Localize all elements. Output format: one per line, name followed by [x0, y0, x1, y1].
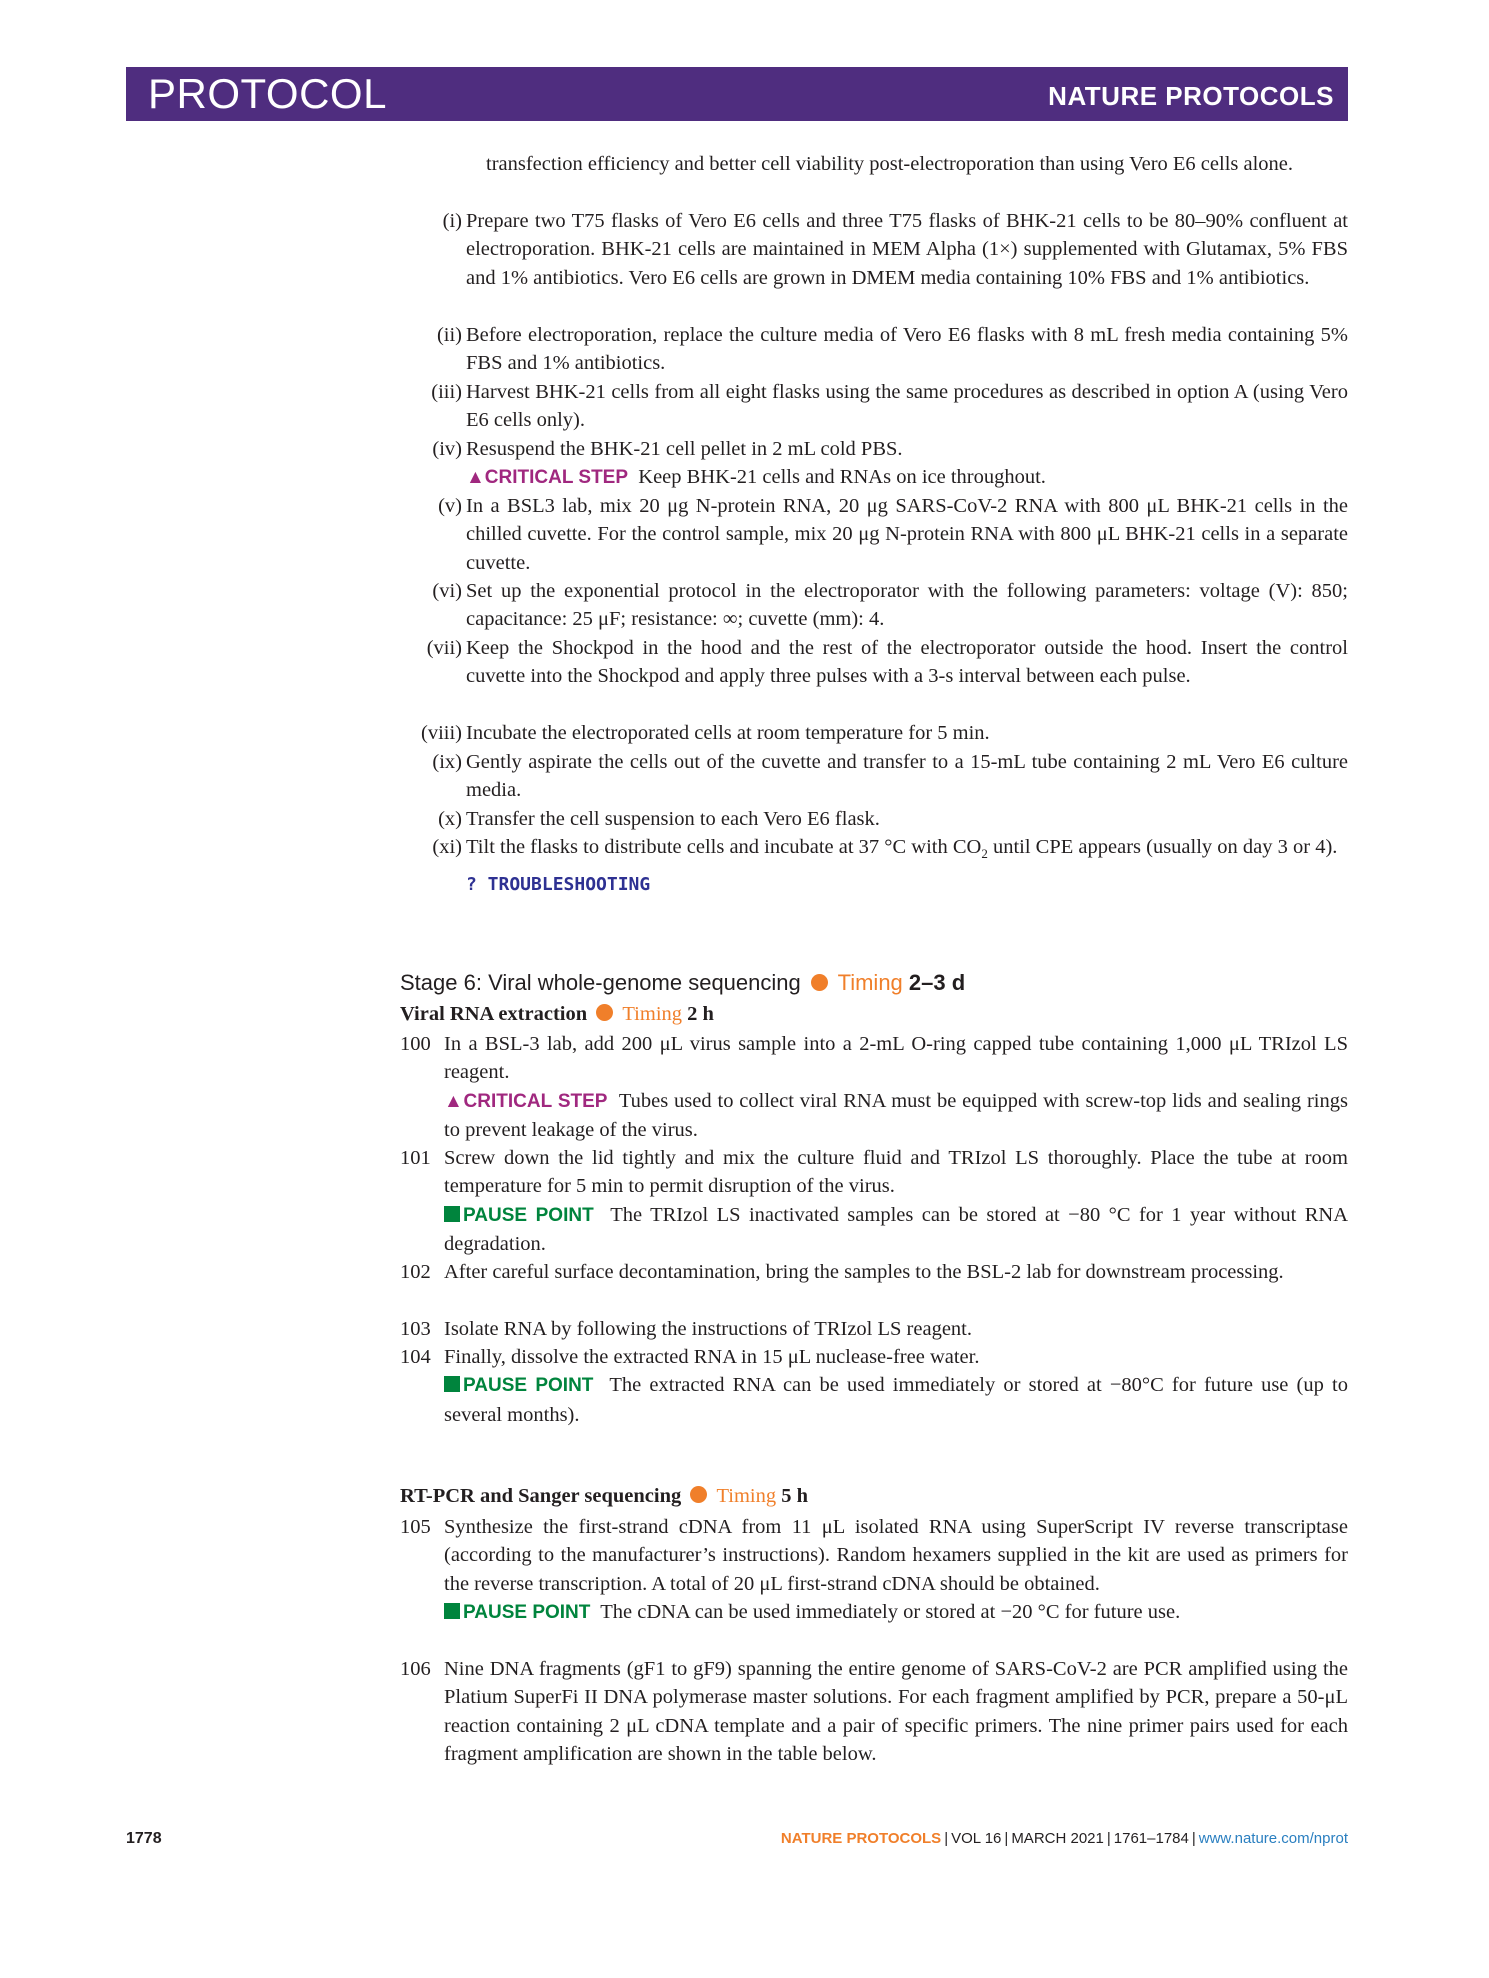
step-number: 101	[400, 1147, 431, 1169]
pause-point-text: The extracted RNA can be used immediately or stored at −80°C for future use (up to several months).	[444, 1374, 1348, 1426]
critical-step-label: ▲CRITICAL STEP	[466, 467, 629, 489]
substep-number: (vi)	[432, 580, 462, 602]
pause-point-label: PAUSE POINT	[463, 1204, 594, 1226]
substep-text: Harvest BHK-21 cells from all eight flasks using the same procedures as described in option A (using Vero E6 cells only).	[466, 381, 1348, 432]
subsection-heading	[400, 1003, 714, 1026]
protocol-step	[400, 1030, 1348, 1145]
substep-text	[466, 836, 1338, 862]
substep-text: Keep the Shockpod in the hood and the rest of the electroporator outside the hood. Insert the control cuvette into the Shockpod and apply three pulses with a 3-s interval between each pulse.	[466, 637, 1348, 688]
critical-step-label: ▲CRITICAL STEP	[444, 1090, 608, 1112]
subscript: 2	[981, 846, 988, 862]
pause-point-label: PAUSE POINT	[463, 1375, 594, 1397]
step-number: 103	[400, 1318, 431, 1340]
subsection-heading	[400, 1485, 808, 1508]
footer-pages: 1761–1784	[1113, 1830, 1189, 1847]
substep	[432, 577, 1348, 634]
substep-number: (viii)	[421, 722, 462, 744]
step-number: 100	[400, 1033, 431, 1055]
protocol-step	[400, 1513, 1348, 1628]
stage-heading	[400, 970, 965, 996]
substep	[432, 833, 1348, 899]
footer-citation: NATURE PROTOCOLS | VOL 16 | MARCH 2021 | 1761–1784 | www.nature.com/nprot	[780, 1830, 1348, 1847]
substep	[432, 748, 1348, 805]
step-text: Screw down the lid tightly and mix the culture fluid and TRIzol LS thoroughly. Place the tube at room temperature for 5 min to permit disruption of the virus.	[444, 1147, 1348, 1198]
substep-text: Resuspend the BHK-21 cell pellet in 2 mL cold PBS.	[466, 438, 903, 460]
protocol-step	[400, 1258, 1348, 1286]
timing-label: Timing	[622, 1003, 683, 1025]
stage-title: Stage 6: Viral whole-genome sequencing	[400, 970, 801, 995]
page-number: 1778	[126, 1830, 162, 1847]
timing-value: 2 h	[687, 1003, 714, 1025]
substep-number: (i)	[442, 210, 462, 232]
critical-step-text: Keep BHK-21 cells and RNAs on ice throughout.	[638, 466, 1046, 489]
footer-date: MARCH 2021	[1011, 1830, 1104, 1847]
substep-number: (x)	[438, 808, 462, 830]
substep-text: Before electroporation, replace the culture media of Vero E6 flasks with 8 mL fresh media containing 5% FBS and 1% antibiotics.	[466, 324, 1348, 375]
substep	[426, 634, 1348, 691]
substep-text: Transfer the cell suspension to each Vero E6 flask.	[466, 808, 880, 830]
substep-text: Gently aspirate the cells out of the cuvette and transfer to a 15-mL tube containing 2 mL Vero E6 culture media.	[466, 751, 1348, 802]
timing-label: Timing	[837, 970, 903, 995]
step-number: 102	[400, 1261, 431, 1283]
intro-paragraph: transfection efficiency and better cell viability post-electroporation than using Vero E6 cells alone.	[486, 153, 1294, 175]
substep-text-part: until CPE appears (usually on day 3 or 4).	[987, 836, 1338, 858]
substep-text-part: Tilt the flasks to distribute cells and incubate at 37 °C with CO	[466, 836, 982, 858]
substep-number: (iv)	[432, 438, 462, 460]
substep	[438, 492, 1348, 577]
protocol-step	[400, 1343, 1348, 1429]
step-text: In a BSL-3 lab, add 200 μL virus sample into a 2-mL O-ring capped tube containing 1,000 μL TRIzol LS reagent.	[444, 1033, 1348, 1084]
step-text: After careful surface decontamination, bring the samples to the BSL-2 lab for downstream processing.	[444, 1261, 1284, 1283]
substep	[432, 435, 1348, 493]
pause-point-label: PAUSE POINT	[463, 1602, 591, 1624]
pause-point-note	[444, 1598, 1348, 1627]
step-text: Isolate RNA by following the instructions of TRIzol LS reagent.	[444, 1318, 972, 1340]
timing-dot-icon	[596, 1004, 613, 1021]
troubleshooting-link[interactable]: ? TROUBLESHOOTING	[466, 873, 651, 895]
pause-square-icon	[444, 1206, 460, 1222]
substep-text: In a BSL3 lab, mix 20 μg N-protein RNA, 20 μg SARS-CoV-2 RNA with 800 μL BHK-21 cells in the chilled cuvette. For the control sample, mix 20 μg N-protein RNA with 800 μL BHK-21 cells in a separate cuvette.	[466, 495, 1348, 574]
protocol-step	[400, 1655, 1348, 1769]
timing-value: 5 h	[781, 1485, 809, 1507]
step-number: 106	[400, 1658, 431, 1680]
substep-number: (vii)	[426, 637, 462, 659]
substep	[431, 378, 1348, 435]
header-banner	[126, 67, 1348, 121]
substep-text: Prepare two T75 flasks of Vero E6 cells and three T75 flasks of BHK-21 cells to be 80–90% confluent at electroporation. BHK-21 cells are maintained in MEM Alpha (1×) supplemented with Glutamax, 5% FBS and 1% antibiotics. Vero E6 cells are grown in DMEM media containing 10% FBS and 1% antibiotics.	[466, 210, 1348, 289]
footer-journal: NATURE PROTOCOLS	[780, 1830, 942, 1847]
section-label: PROTOCOL	[148, 70, 387, 117]
pause-point-note	[444, 1371, 1348, 1429]
pause-square-icon	[444, 1603, 460, 1619]
step-number: 105	[400, 1516, 431, 1538]
step-text: Synthesize the first-strand cDNA from 11 μL isolated RNA using SuperScript IV reverse transcriptase (according to the manufacturer’s instructions). Random hexamers supplied in the kit are used as primers for the reverse transcription. A total of 20 μL first-strand cDNA should be obtained.	[444, 1516, 1348, 1595]
substep-number: (iii)	[431, 381, 462, 403]
pause-point-note	[444, 1201, 1348, 1259]
timing-dot-icon	[690, 1486, 707, 1503]
substep-number: (ii)	[436, 324, 462, 346]
substep-text: Set up the exponential protocol in the electroporator with the following parameters: voltage (V): 850; capacitance: 25 μF; resistance: ∞; cuvette (mm): 4.	[466, 580, 1348, 631]
footer-volume: VOL 16	[951, 1830, 1002, 1847]
journal-name: NATURE PROTOCOLS	[1048, 81, 1334, 111]
critical-step-note	[466, 463, 1348, 492]
critical-step-note	[444, 1087, 1348, 1145]
substep-number: (xi)	[432, 836, 462, 858]
substep	[438, 805, 1348, 833]
step-text: Nine DNA fragments (gF1 to gF9) spanning the entire genome of SARS-CoV-2 are PCR amplified using the Platium SuperFi II DNA polymerase master solutions. For each fragment amplified by PCR, prepare a 50-μL reaction containing 2 μL cDNA template and a pair of specific primers. The nine primer pairs used for each fragment amplification are shown in the table below.	[444, 1658, 1348, 1766]
substep	[421, 719, 1348, 747]
footer-url-link[interactable]: www.nature.com/nprot	[1198, 1830, 1348, 1847]
step-text: Finally, dissolve the extracted RNA in 15 μL nuclease-free water.	[444, 1346, 980, 1368]
pause-point-text: The TRIzol LS inactivated samples can be stored at −80 °C for 1 year without RNA degradation.	[444, 1203, 1349, 1256]
pause-point-text: The cDNA can be used immediately or stored at −20 °C for future use.	[600, 1601, 1181, 1624]
timing-dot-icon	[811, 974, 828, 991]
protocol-step	[400, 1144, 1348, 1259]
timing-value: 2–3 d	[908, 970, 966, 995]
pause-square-icon	[444, 1376, 460, 1392]
step-number: 104	[400, 1346, 431, 1368]
critical-step-text: Tubes used to collect viral RNA must be equipped with screw-top lids and sealing rings to prevent leakage of the virus.	[444, 1089, 1348, 1142]
timing-label: Timing	[716, 1485, 777, 1507]
substep-number: (v)	[438, 495, 462, 517]
protocol-step	[400, 1315, 1348, 1343]
substep-number: (ix)	[432, 751, 462, 773]
substep	[442, 207, 1348, 292]
substep-text: Incubate the electroporated cells at room temperature for 5 min.	[466, 722, 990, 744]
substep	[436, 321, 1348, 378]
subsection-title: RT-PCR and Sanger sequencing	[400, 1485, 682, 1507]
subsection-title: Viral RNA extraction	[400, 1003, 588, 1025]
